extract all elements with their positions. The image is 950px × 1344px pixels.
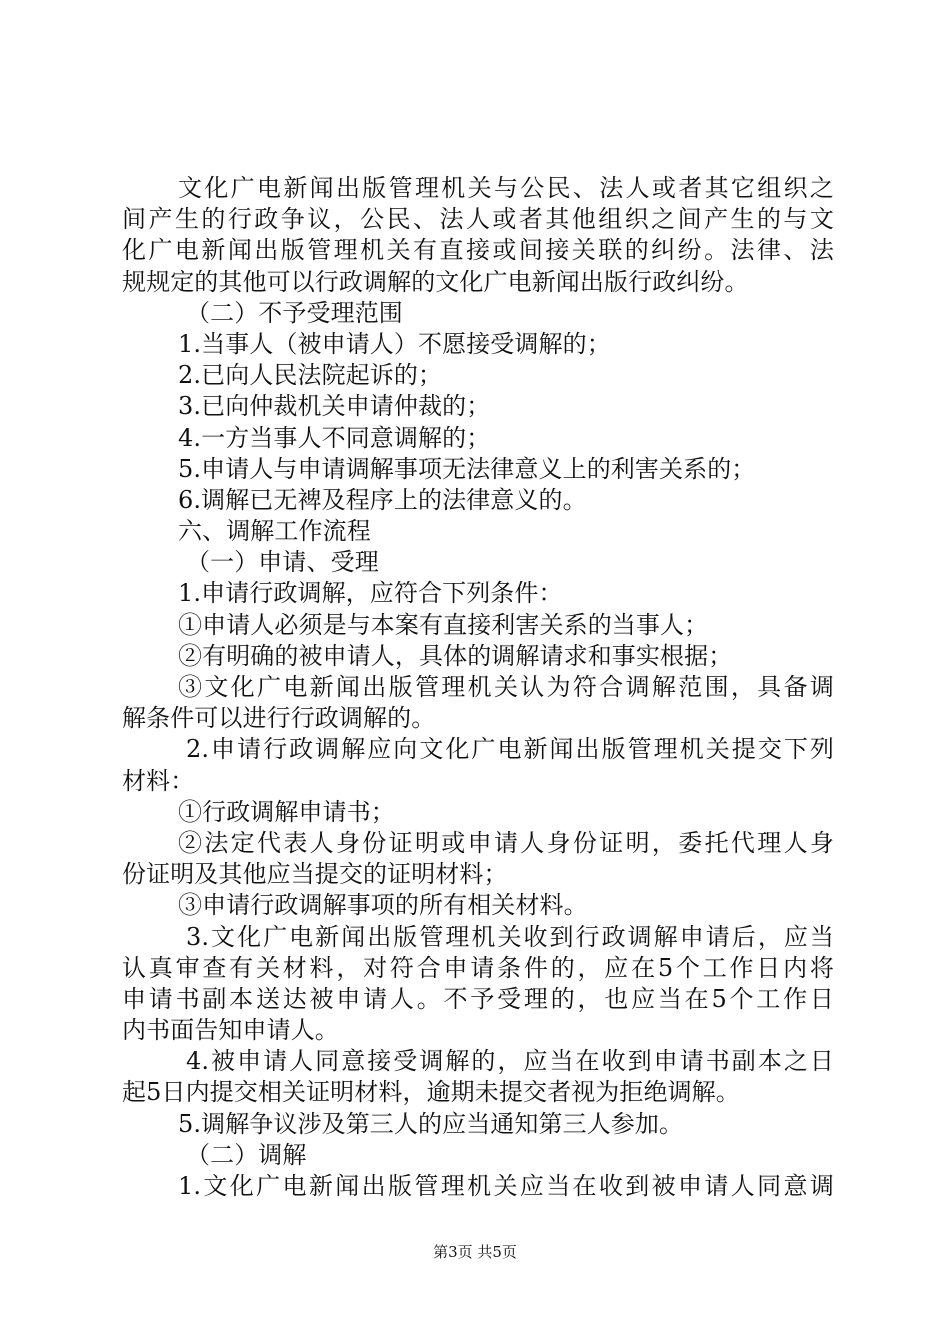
list-item: 1.申请行政调解，应符合下列条件：: [178, 579, 563, 608]
list-item: 1.当事人（被申请人）不愿接受调解的；: [178, 329, 611, 358]
text-line: 份证明及其他应当提交的证明材料；: [122, 860, 508, 889]
list-item: 2.申请行政调解应向文化广电新闻出版管理机关提交下列: [186, 735, 834, 764]
list-item: 4.被申请人同意接受调解的，应当在收到申请书副本之日: [186, 1047, 834, 1076]
text-line: 内书面告知申请人。: [122, 1016, 339, 1045]
list-item: ①行政调解申请书；: [178, 797, 395, 826]
list-item: ③文化广电新闻出版管理机关认为符合调解范围，具备调: [178, 673, 834, 701]
list-item: ②有明确的被申请人，具体的调解请求和事实根据；: [178, 641, 733, 670]
text-line: 起5日内提交相关证明材料，逾期未提交者视为拒绝调解。: [122, 1078, 740, 1107]
list-item: 5.调解争议涉及第三人的应当通知第三人参加。: [178, 1109, 684, 1138]
text-line: 文化广电新闻出版管理机关与公民、法人或者其它组织之: [178, 174, 834, 202]
text-line: 化广电新闻出版管理机关有直接或间接关联的纠纷。法律、法: [122, 236, 834, 265]
section-heading: 六、调解工作流程: [178, 517, 371, 546]
text-line: 间产生的行政争议，公民、法人或者其他组织之间产生的与文: [122, 205, 834, 234]
section-heading: （二）调解: [186, 1140, 307, 1169]
list-item: ①申请人必须是与本案有直接利害关系的当事人；: [178, 610, 709, 639]
list-item: 1.文化广电新闻出版管理机关应当在收到被申请人同意调: [178, 1172, 834, 1200]
list-item: 6.调解已无裨及程序上的法律意义的。: [178, 485, 587, 514]
text-line: 解条件可以进行行政调解的。: [122, 704, 436, 733]
text-line: 认真审查有关材料，对符合申请条件的，应在5个工作日内将: [122, 953, 834, 982]
section-heading: （一）申请、受理: [186, 548, 379, 577]
list-item: ③申请行政调解事项的所有相关材料。: [178, 891, 588, 920]
list-item: 3.已向仲裁机关申请仲裁的；: [178, 392, 491, 421]
text-line: 规规定的其他可以行政调解的文化广电新闻出版行政纠纷。: [122, 267, 749, 296]
list-item: ②法定代表人身份证明或申请人身份证明，委托代理人身: [178, 828, 834, 857]
list-item: 4.一方当事人不同意调解的；: [178, 423, 491, 452]
list-item: 3.文化广电新闻出版管理机关收到行政调解申请后，应当: [186, 922, 834, 951]
document-body: [122, 173, 834, 1202]
section-heading: （二）不予受理范围: [186, 298, 403, 327]
list-item: 2.已向人民法院起诉的；: [178, 361, 443, 390]
text-line: 申请书副本送达被申请人。不予受理的，也应当在5个工作日: [122, 984, 834, 1013]
page-number: 第3页 共5页: [433, 1243, 517, 1261]
text-line: 材料：: [122, 766, 195, 795]
list-item: 5.申请人与申请调解事项无法律意义上的利害关系的；: [178, 454, 756, 483]
